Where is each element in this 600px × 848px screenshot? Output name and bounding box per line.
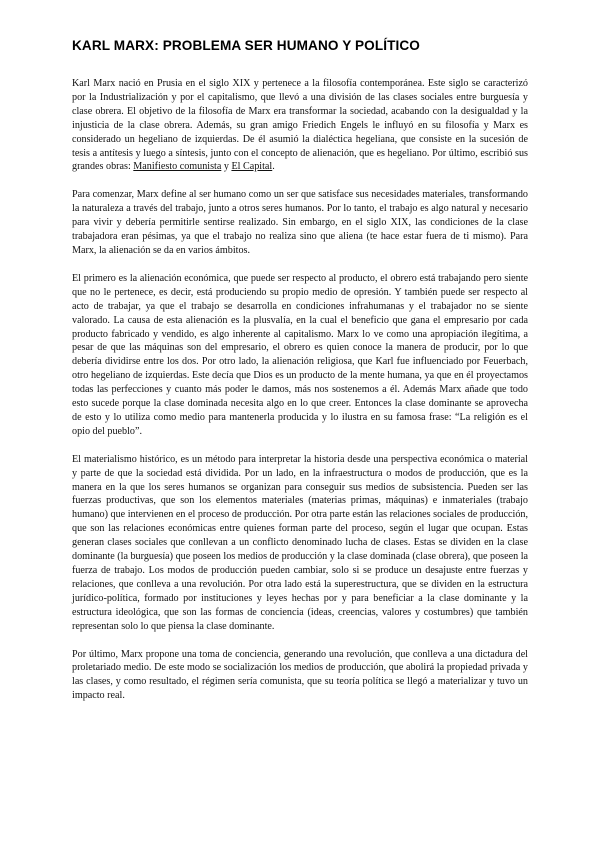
work-manifiesto-comunista: Manifiesto comunista xyxy=(133,161,222,173)
conjunction-y: y xyxy=(221,161,232,173)
paragraph-human-being: Para comenzar, Marx define al ser humano como un ser que satisface sus necesidades materiales, transformando la naturaleza a través del trabajo, junto a otros seres humanos. Por lo tanto, el trabajo es algo natural y necesario para vivir y debería permitirle sentirse realizado. Sin embargo, en el siglo XIX, las condiciones de la clase trabajadora eran pésimas, ya que el trabajo no realiza sino que aliena (te hace estar fuera de ti mismo). Para Marx, la alienación se da en varios ámbitos. xyxy=(72,189,528,256)
paragraph-intro-text: Karl Marx nació en Prusia en el siglo XIX y pertenece a la filosofía contemporánea. Este siglo se caracterizó por la Industrialización y por el capitalismo, que llevó a una división de las clases sociales entre burguesía y clase obrera. El objetivo de la filosofía de Marx era transformar la sociedad, acabando con la desigualdad y la injusticia de la clase obrera. Además, su gran amigo Friedich Engels le influyó en su filosofía y Marx es considerado un hegeliano de izquierdas. De él asumió la dialéctica hegeliana, que consiste en la sucesión de tesis a antítesis y luego a síntesis, junto con el concepto de alienación, que es hegeliano. Por último, escribió sus grandes obras: xyxy=(72,78,528,173)
paragraph-historical-materialism: El materialismo histórico, es un método para interpretar la historia desde una perspectiva económica o material y parte de que la sociedad está dividida. Por un lado, en la infraestructura o modos de producción, que es la manera en la que los seres humanos se organizan para conseguir sus medios de subsistencia. Pueden ser las fuerzas productivas, que son los elementos materiales (materias primas, máquinas) e inmateriales (trabajo humano) que intervienen en el proceso de producción. Por otra parte están las relaciones sociales de producción, que son las relaciones económicas entre quienes forman parte del proceso, según el lugar que ocupan. Estas generan clases sociales que conllevan a un conflicto denominado lucha de clases. Estas se dividen en la clase dominante (la burguesía) que poseen los medios de producción y la clase dominada (clase obrera), que poseen la fuerza de trabajo. Los modos de producción pueden cambiar, solo si se produce un desajuste entre fuerzas y relaciones, que conlleva a una revolución. Por otra lado está la superestructura, que se dividen en la estructura jurídico-política, formado por instituciones y leyes hechas por y para beneficiar a la clase dominante y la estructura ideológica, que son las formas de conciencia (ideas, creencias, valores y costumbres) que también representan solo lo que piensa la clase dominante. xyxy=(72,453,528,632)
paragraph-conclusion: Por último, Marx propone una toma de conciencia, generando una revolución, que conlleva a una dictadura del proletariado medio. De este modo se socialización los medios de producción, que abolirá la propiedad privada y las clases, y como resultado, el régimen sería comunista, que su teoría política se llegó a materializar y tuvo un impacto real. xyxy=(72,648,528,702)
paragraph-alienation: El primero es la alienación económica, que puede ser respecto al producto, el obrero está trabajando pero siente que no le pertenece, es decir, está produciendo su propio medio de opresión. Y también puede ser respecto al acto de trabajar, ya que el trabajo se desarrolla en condiciones infrahumanas y el trabajador no se siente valorado. La causa de esta alienación es la plusvalía, en la cual el beneficio que gana el empresario por cada producto fabricado y vendido, es algo inherente al capitalismo. Marx lo ve como una apropiación ilegítima, a pesar de que las máquinas son del empresario, el obrero es quien conoce la manera de producir, por lo que debería dividirse entre los dos. Por otro lado, la alienación religiosa, que Karl fue influenciado por Feuerbach, otro hegeliano de izquierdas. Este decía que Dios es un producto de la mente humana, ya que en él proyectamos todas las perfecciones y cuanto más poder le damos, más nos sostenemos a él. Además Marx añade que todo esto sucede porque la clase dominada necesita algo en lo que creer. Entonces la clase dominante se aprovecha de esto y lo utiliza como medio para mantenerla producida y lo ilustra en su famosa frase: “La religión es el opio del pueblo”. xyxy=(72,272,528,437)
paragraph-intro xyxy=(72,77,528,174)
document-title: KARL MARX: PROBLEMA SER HUMANO Y POLÍTICO xyxy=(72,38,420,53)
paragraph-intro-end: . xyxy=(272,161,275,173)
work-el-capital: El Capital xyxy=(231,161,273,173)
